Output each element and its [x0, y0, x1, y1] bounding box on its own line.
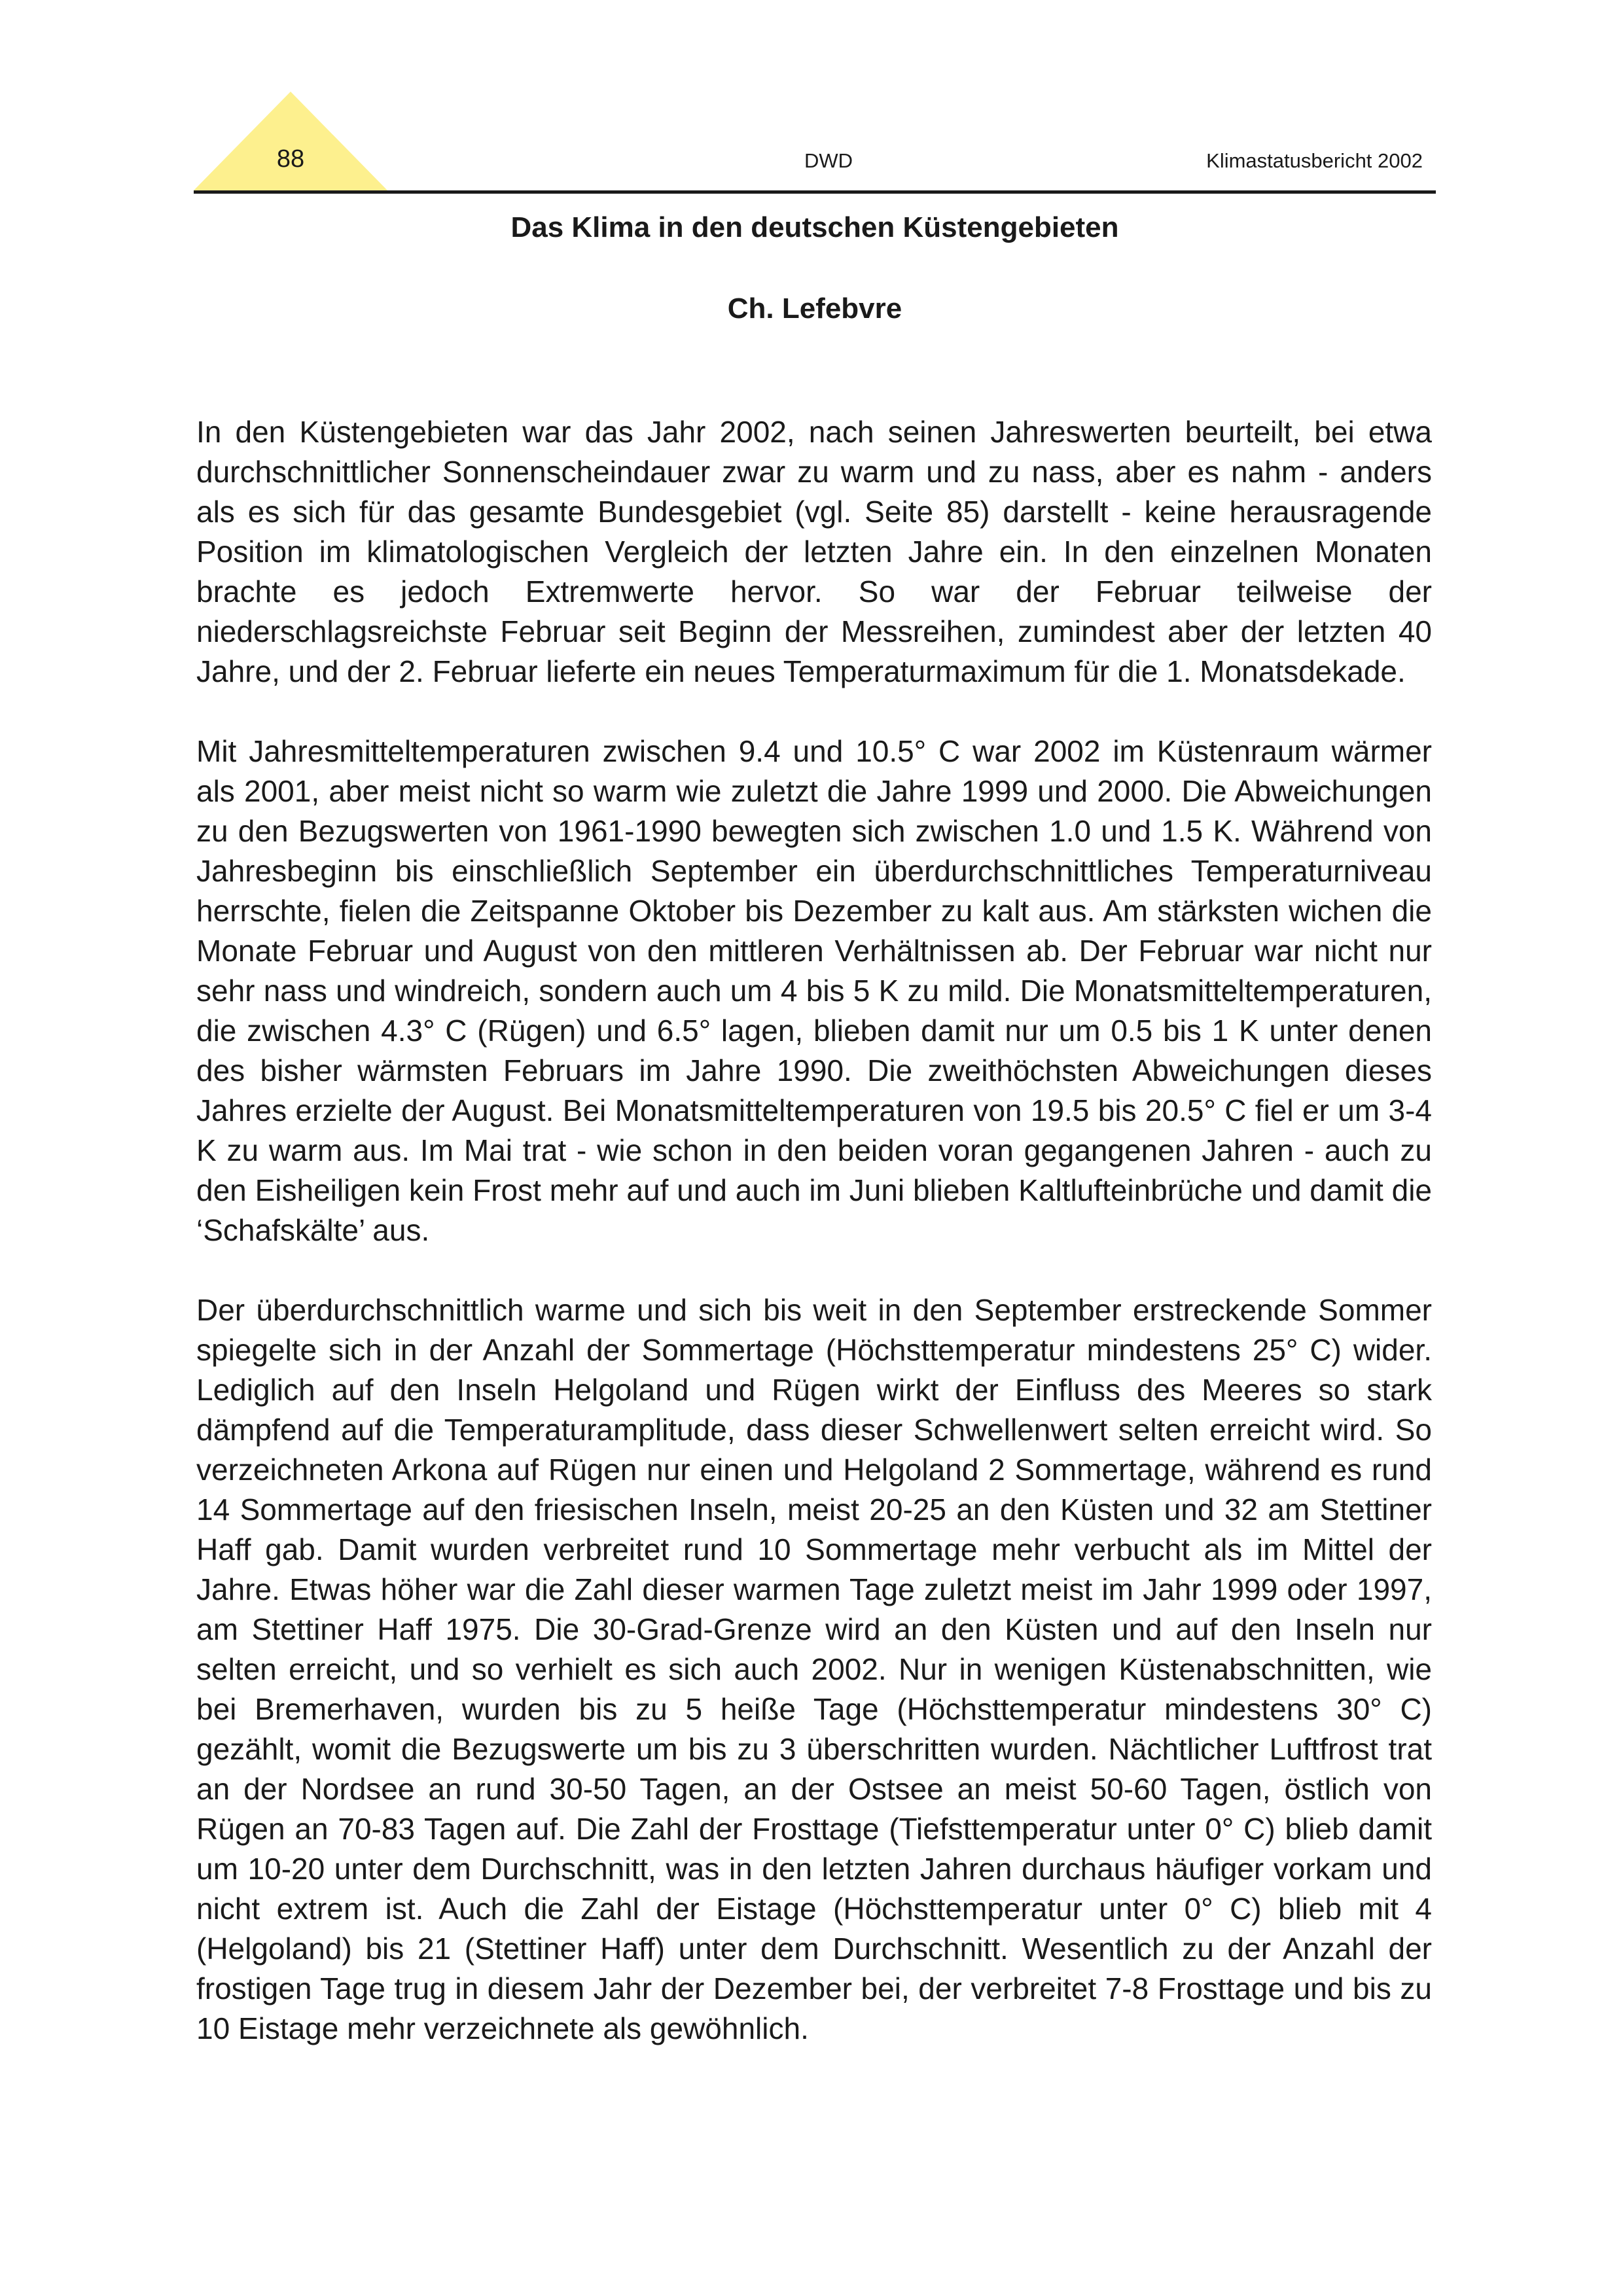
paragraph: In den Küstengebieten war das Jahr 2002, nach seinen Jahreswerten beurteilt, bei etwa durchschnittlicher Sonnenscheindauer zwar zu warm und zu nass, aber es nahm - anders als es sich für das gesamte Bundesgebiet (vgl. Seite 85) darstellt - keine herausragende Position im klimatologischen Vergleich der letzten Jahre ein. In den einzelnen Monaten brachte es jedoch Extremwerte hervor. So war der Februar teilweise der niederschlagsreichste Februar seit Beginn der Messreihen, zumindest aber der letzten 40 Jahre, und der 2. Februar lieferte ein neues Temperaturmaximum für die 1. Monatsdekade. — [196, 415, 1432, 688]
header-report-title: Klimastatusbericht 2002 — [1206, 149, 1423, 172]
paragraph: Mit Jahresmitteltemperaturen zwischen 9.4 und 10.5° C war 2002 im Küstenraum wärmer als 2001, aber meist nicht so warm wie zuletzt die Jahre 1999 und 2000. Die Abweichungen zu den Bezugswerten von 1961-1990 bewegten sich zwischen 1.0 und 1.5 K. Während von Jahresbeginn bis einschließlich September ein überdurchschnittliches Temperaturniveau herrschte, fielen die Zeitspanne Oktober bis Dezember zu kalt aus. Am stärksten wichen die Monate Februar und August von den mittleren Verhältnissen ab. Der Februar war nicht nur sehr nass und windreich, sondern auch um 4 bis 5 K zu mild. Die Monatsmitteltemperaturen, die zwischen 4.3° C (Rügen) und 6.5° lagen, blieben damit nur um 0.5 bis 1 K unter denen des bisher wärmsten Februars im Jahre 1990. Die zweithöchsten Abweichungen dieses Jahres erzielte der August. Bei Monatsmitteltemperaturen von 19.5 bis 20.5° C fiel er um 3-4 K zu warm aus. Im Mai trat - wie schon in den beiden voran gegangenen Jahren - auch zu den Eisheiligen kein Frost mehr auf und auch im Juni blieben Kaltlufteinbrüche und damit die ‘Schafskälte’ aus. — [196, 734, 1432, 1247]
header-publisher: DWD — [804, 149, 853, 172]
document-author: Ch. Lefebvre — [727, 292, 902, 325]
paragraph: Der überdurchschnittlich warme und sich bis weit in den September erstreckende Sommer spiegelte sich in der Anzahl der Sommertage (Höchsttemperatur mindestens 25° C) wider. Lediglich auf den Inseln Helgoland und Rügen wirkt der Einfluss des Meeres so stark dämpfend auf die Temperaturamplitude, dass dieser Schwellenwert selten erreicht wird. So verzeichneten Arkona auf Rügen nur einen und Helgoland 2 Sommertage, während es rund 14 Sommertage auf den friesischen Inseln, meist 20-25 an den Küsten und 32 am Stettiner Haff gab. Damit wurden verbreitet rund 10 Sommertage mehr verbucht als im Mittel der Jahre. Etwas höher war die Zahl dieser warmen Tage zuletzt meist im Jahr 1999 oder 1997, am Stettiner Haff 1975. Die 30-Grad-Grenze wird an den Küsten und auf den Inseln nur selten erreicht, und so verhielt es sich auch 2002. Nur in wenigen Küstenabschnitten, wie bei Bremerhaven, wurden bis zu 5 heiße Tage (Höchsttemperatur mindestens 30° C) gezählt, womit die Bezugswerte um bis zu 3 überschritten wurden. Nächtlicher Luftfrost trat an der Nordsee an rund 30-50 Tagen, an der Ostsee an meist 50-60 Tagen, östlich von Rügen an 70-83 Tagen auf. Die Zahl der Frosttage (Tiefsttemperatur unter 0° C) blieb damit um 10-20 unter dem Durchschnitt, was in den letzten Jahren durchaus häufiger vorkam und nicht extrem ist. Auch die Zahl der Eistage (Höchsttemperatur unter 0° C) blieb mit 4 (Helgoland) bis 21 (Stettiner Haff) unter dem Durchschnitt. Wesentlich zu der Anzahl der frostigen Tage trug in diesem Jahr der Dezember bei, der verbreitet 7-8 Frosttage und bis zu 10 Eistage mehr verzeichnete als gewöhnlich. — [196, 1293, 1432, 2045]
document-title: Das Klima in den deutschen Küstengebieten — [510, 211, 1119, 243]
header-rule — [194, 190, 1436, 194]
page-header — [194, 92, 1436, 196]
page-number: 88 — [276, 145, 305, 173]
body-text — [196, 412, 1432, 2089]
page-number-triangle — [194, 92, 387, 192]
